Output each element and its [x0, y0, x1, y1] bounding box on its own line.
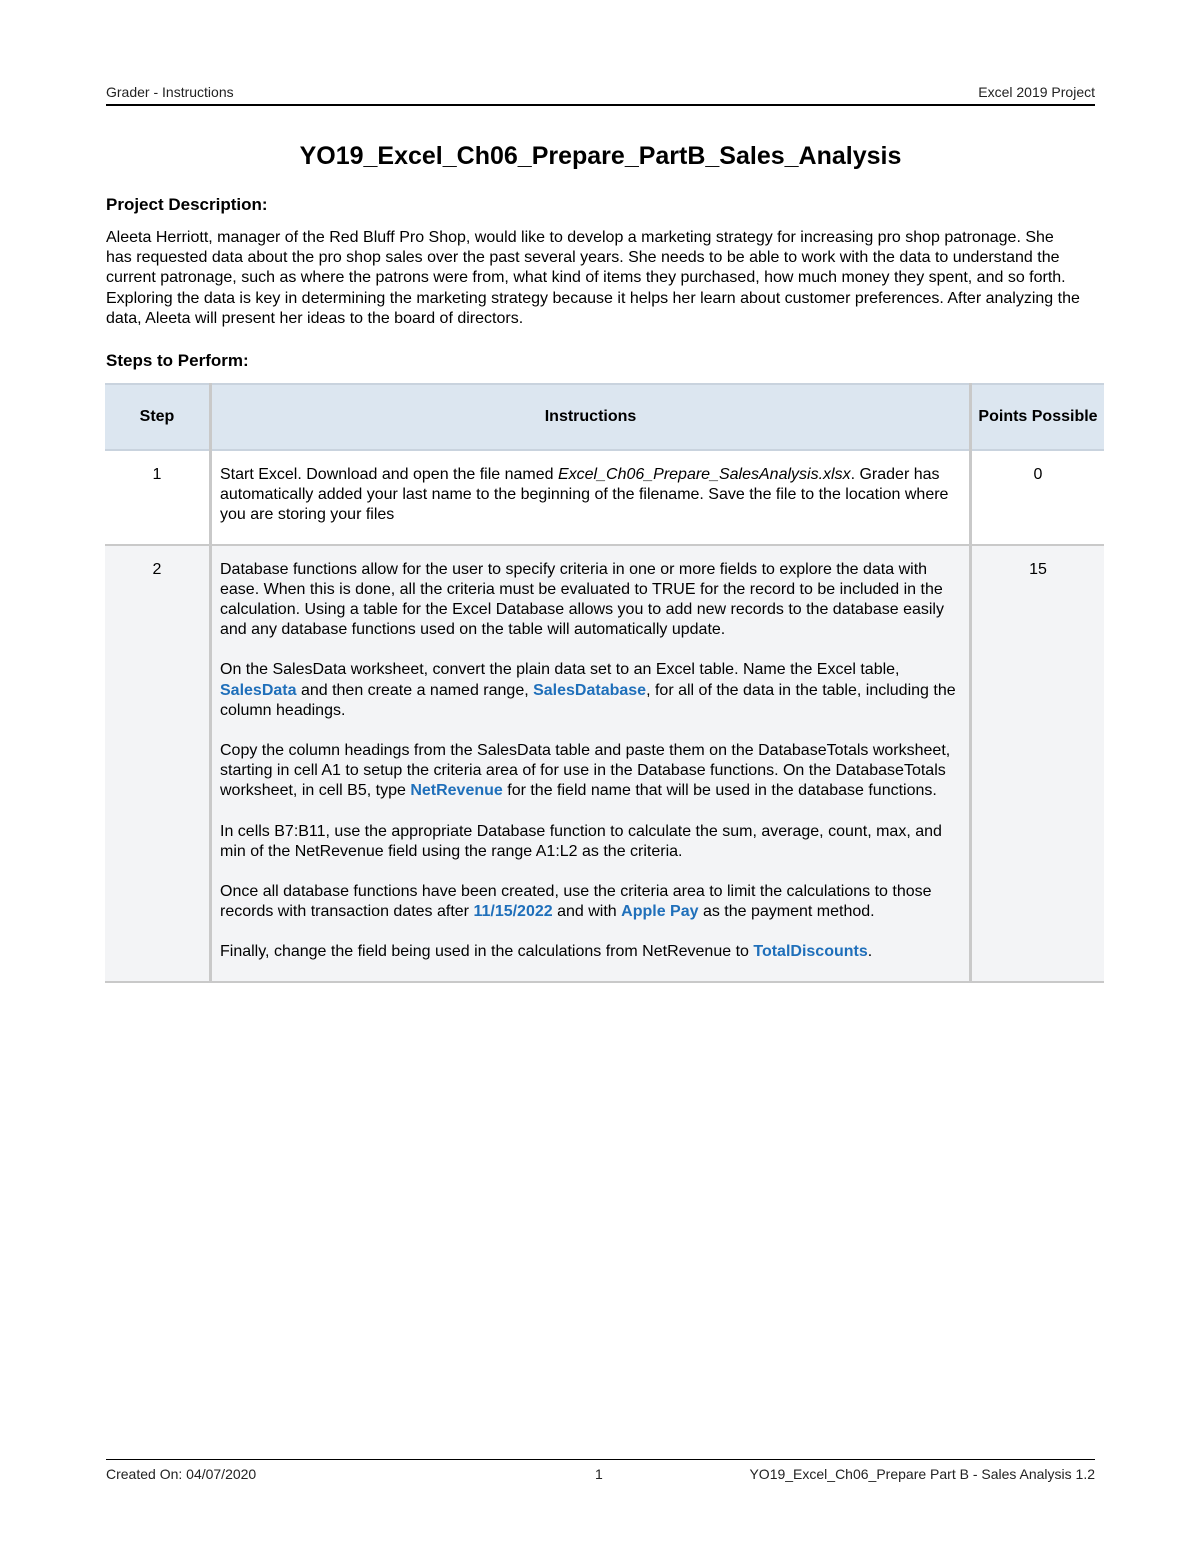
page-header	[106, 84, 1095, 106]
step-number: 2	[105, 545, 211, 982]
step-points: 0	[971, 450, 1105, 545]
instruction-text: Start Excel. Download and open the file named	[220, 466, 558, 483]
page-footer	[106, 1459, 1095, 1484]
instruction-text: . Grader has automatically added your last name to the beginning of the filename. Save the file to the location where you are storing your files	[220, 466, 949, 524]
instruction-text: for the field name that will be used in the database functions.	[502, 782, 937, 800]
project-description: Aleeta Herriott, manager of the Red Bluff Pro Shop, would like to develop a marketing strategy for increasing pro shop patronage. She has requested data about the pro shop sales over the past several years. She needs to be able to work with the data to understand the current patronage, such as where the patrons were from, what kind of items they purchased, how much money they spent, and so forth. Exploring the data is key in determining the marketing strategy because it helps her learn about customer preferences. After analyzing the data, Aleeta will present her ideas to the board of directors.	[106, 229, 1080, 327]
highlight-value: 11/15/2022	[473, 903, 553, 921]
instruction-paragraph	[220, 741, 961, 802]
steps-table	[105, 383, 1104, 983]
instruction-text: as the payment method.	[698, 903, 875, 921]
instruction-paragraph	[220, 660, 961, 721]
instruction-text: , for all of the data in the table, including the column headings.	[220, 681, 956, 719]
highlight-value: SalesDatabase	[533, 681, 647, 699]
step-number: 1	[105, 450, 211, 545]
steps-heading: Steps to Perform:	[106, 351, 249, 370]
document-page	[106, 0, 1098, 1553]
footer-document-id: YO19_Excel_Ch06_Prepare Part B - Sales Analysis 1.2	[749, 1466, 1095, 1482]
instruction-paragraph: In cells B7:B11, use the appropriate Database function to calculate the sum, average, count, max, and min of the NetRevenue field using the range A1:L2 as the criteria.	[220, 822, 942, 860]
instruction-paragraph: Database functions allow for the user to specify criteria in one or more fields to explore the data with ease. When this is done, all the criteria must be evaluated to TRUE for the record to be included in the calculation. Using a table for the Excel Database allows you to add new records to the database easily and any database functions used on the table will automatically update.	[220, 560, 944, 639]
highlight-value: TotalDiscounts	[753, 943, 868, 961]
instruction-text: .	[867, 943, 873, 961]
footer-created-date: Created On: 04/07/2020	[106, 1466, 257, 1482]
instruction-text: Once all database functions have been created, use the criteria area to limit the calculations to those records with transaction dates after	[220, 883, 932, 921]
header-step: Step	[105, 384, 211, 450]
instruction-text: and then create a named range,	[296, 681, 534, 699]
highlight-value: NetRevenue	[410, 782, 503, 800]
header-instructions: Instructions	[211, 384, 971, 450]
document-title: YO19_Excel_Ch06_Prepare_PartB_Sales_Analysis	[299, 142, 902, 170]
instruction-text: Copy the column headings from the SalesData table and paste them on the DatabaseTotals worksheet, starting in cell A1 to setup the criteria area of for use in the Database functions. On the DatabaseTotals worksheet, in cell B5, type	[220, 742, 951, 800]
step-instructions	[211, 450, 971, 545]
highlight-value: SalesData	[220, 681, 297, 699]
header-left: Grader - Instructions	[106, 84, 234, 100]
step-instructions	[211, 545, 971, 982]
instruction-text: and with	[552, 903, 622, 921]
header-right: Excel 2019 Project	[978, 84, 1095, 100]
step-points: 15	[971, 545, 1105, 982]
footer-page-number: 1	[595, 1466, 603, 1482]
instruction-text: On the SalesData worksheet, convert the plain data set to an Excel table. Name the Excel table,	[220, 661, 900, 679]
project-description-heading: Project Description:	[106, 195, 268, 214]
header-points: Points Possible	[971, 384, 1105, 450]
file-name: Excel_Ch06_Prepare_SalesAnalysis.xlsx	[557, 466, 851, 483]
highlight-value: Apple Pay	[621, 903, 699, 921]
instruction-paragraph	[220, 882, 961, 922]
table-row	[105, 545, 1104, 982]
table-header-row	[105, 384, 1104, 450]
instruction-text: Finally, change the field being used in the calculations from NetRevenue to	[220, 943, 754, 961]
instruction-paragraph	[220, 942, 961, 962]
table-row	[105, 450, 1104, 545]
